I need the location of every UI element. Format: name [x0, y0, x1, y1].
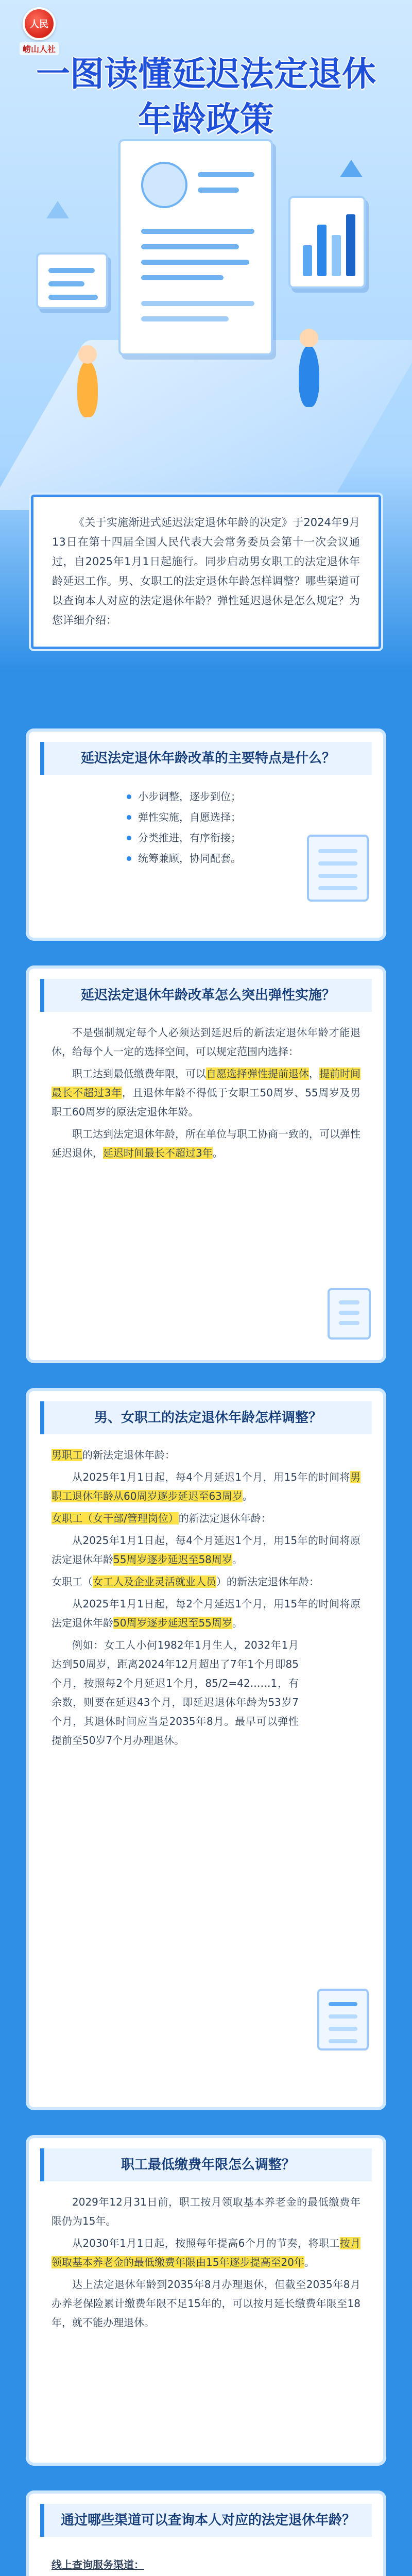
highlight-text: 提前时间最长不超过3年: [52, 1067, 360, 1099]
arrow-up-icon: [340, 160, 363, 177]
highlight-text: 男职工退休年龄从60周岁逐步延迟至63周岁: [52, 1471, 360, 1502]
section-features: [29, 732, 383, 938]
section-header: [40, 742, 372, 775]
logo: [11, 7, 67, 57]
intro-text: 《关于实施渐进式延迟法定退休年龄的决定》于2024年9月13日在第十四届全国人民代表大会常务委员会第十一次会议通过，自2025年1月1日起施行。同步启动男女职工的法定退休年龄延迟工作。男、女职工的法定退休年龄怎样调整？哪些渠道可以查询本人对应的法定退休年龄？弹性延迟退休是怎么规定？为您详细介绍：: [52, 516, 360, 626]
paragraph: 不是强制规定每个人必须达到延迟后的新法定退休年龄才能退休，给每个人一定的选择空间，可以规定范围内选择：: [52, 1026, 360, 1058]
highlight-text: 50周岁逐步延迟至55周岁: [113, 1617, 232, 1629]
illustration-screen: [118, 139, 273, 355]
person-head: [78, 345, 97, 364]
paragraph: 从2025年1月1日起，每2个月延迟1个月，用15年的时间将原法定退休年龄50周岁逐步延迟至55周岁。: [52, 1598, 360, 1629]
section-flexible: [29, 969, 383, 1360]
logo-text: 崂山人社: [20, 42, 59, 55]
calendar-icon: [317, 1989, 369, 2050]
logo-badge: [23, 7, 56, 40]
person-head: [300, 329, 318, 347]
section-question: 延迟法定退休年龄改革的主要特点是什么？: [80, 751, 335, 766]
paragraph: 从2030年1月1日起，按照每年提高6个月的节奏，将职工按月领取基本养老金的最低缴费年限由15年逐步提高至20年。: [52, 2237, 360, 2268]
section-header: [40, 2504, 372, 2537]
paragraph: 男职工的新法定退休年龄：: [52, 1449, 175, 1461]
document-icon: [307, 835, 369, 902]
illustration-floor: [0, 340, 412, 510]
channels-lead: 线上查询服务渠道：: [52, 2558, 144, 2571]
paragraph: 2029年12月31日前，职工按月领取基本养老金的最低缴费年限仍为15年。: [52, 2196, 360, 2227]
logo-badge-text: 人民: [30, 19, 48, 30]
highlight-text: 55周岁逐步延迟至58周岁: [113, 1553, 232, 1566]
header-illustration: [0, 118, 412, 500]
section-query-channels: [29, 2494, 383, 2576]
highlight-text: 男职工: [52, 1449, 82, 1461]
paragraph: 女职工（女干部/管理岗位）的新法定退休年龄：: [52, 1512, 271, 1524]
highlight-text: 女工人及企业灵活就业人员: [93, 1575, 216, 1588]
highlight-text: 自愿选择弹性提前退休: [206, 1067, 309, 1080]
title-line-1: 一图读懂延迟法定退休: [36, 54, 376, 94]
highlight-text: 延迟时间最长不超过3年: [103, 1147, 213, 1159]
illustration-card-panel: [36, 252, 108, 309]
header: [0, 0, 412, 515]
illustration-chart-panel: [288, 196, 366, 289]
section-header: [40, 979, 372, 1012]
person-figure: [77, 361, 98, 417]
document-icon: [328, 1288, 371, 1340]
paragraph: 从2025年1月1日起，每4个月延迟1个月，用15年的时间将男职工退休年龄从60周岁逐步延迟至63周岁。: [52, 1471, 360, 1502]
section-header: [40, 1401, 372, 1434]
section-contribution-years: [29, 2138, 383, 2463]
section-header: [40, 2148, 372, 2181]
list-item: 弹性实施，自愿选择；: [127, 807, 360, 827]
section-age-adjustment: [29, 1391, 383, 2107]
section-question: 男、女职工的法定退休年龄怎样调整？: [94, 1410, 322, 1426]
intro-box: [31, 495, 381, 649]
person-figure: [299, 345, 319, 407]
paragraph: 女职工（女工人及企业灵活就业人员）的新法定退休年龄：: [52, 1575, 319, 1588]
paragraph: 职工达到法定退休年龄，所在单位与职工协商一致的，可以弹性延迟退休，延迟时间最长不超过3年。: [52, 1128, 360, 1159]
paragraph: 从2025年1月1日起，每4个月延迟1个月，用15年的时间将原法定退休年龄55周岁逐步延迟至58周岁。: [52, 1534, 360, 1566]
highlight-text: 女职工（女干部/管理岗位）: [52, 1512, 179, 1524]
highlight-text: 按月领取基本养老金的最低缴费年限由15年逐步提高至20年: [52, 2237, 360, 2268]
paragraph: 达上法定退休年龄到2035年8月办理退休，但截至2035年8月办养老保险累计缴费年限不足15年的，可以按月延长缴费年限至18年，就不能办理退休。: [52, 2278, 360, 2329]
paragraph: 职工达到最低缴费年限，可以自愿选择弹性提前退休，提前时间最长不超过3年，且退休年龄不得低于女职工50周岁、55周岁及男职工60周岁的原法定退休年龄。: [52, 1067, 360, 1118]
section-question: 职工最低缴费年限怎么调整？: [121, 2157, 295, 2173]
example-paragraph: 例如：女工人小何1982年1月生人，2032年1月达到50周岁，距离2024年12月超出了7年1个月即85个月，按照每2个月延迟1个月，85/2=42……1，有余数，则要在延迟43个月，即延迟退休年龄为53岁7个月，其退休时间应当是2035年8月。最早可以弹性提前至50岁7个月办理退休。: [52, 1639, 299, 1747]
section-question: 延迟法定退休年龄改革怎么突出弹性实施？: [80, 988, 335, 1003]
user-avatar-icon: [141, 162, 187, 208]
list-item: 分类推进，有序衔接；: [127, 827, 360, 848]
arrow-up-icon: [46, 201, 69, 218]
section-question: 通过哪些渠道可以查询本人对应的法定退休年龄？: [60, 2513, 355, 2528]
list-item: 统筹兼顾，协同配套。: [127, 848, 360, 869]
title-line-2: 年龄政策: [138, 99, 274, 139]
list-item: 小步调整，逐步到位；: [127, 786, 360, 807]
